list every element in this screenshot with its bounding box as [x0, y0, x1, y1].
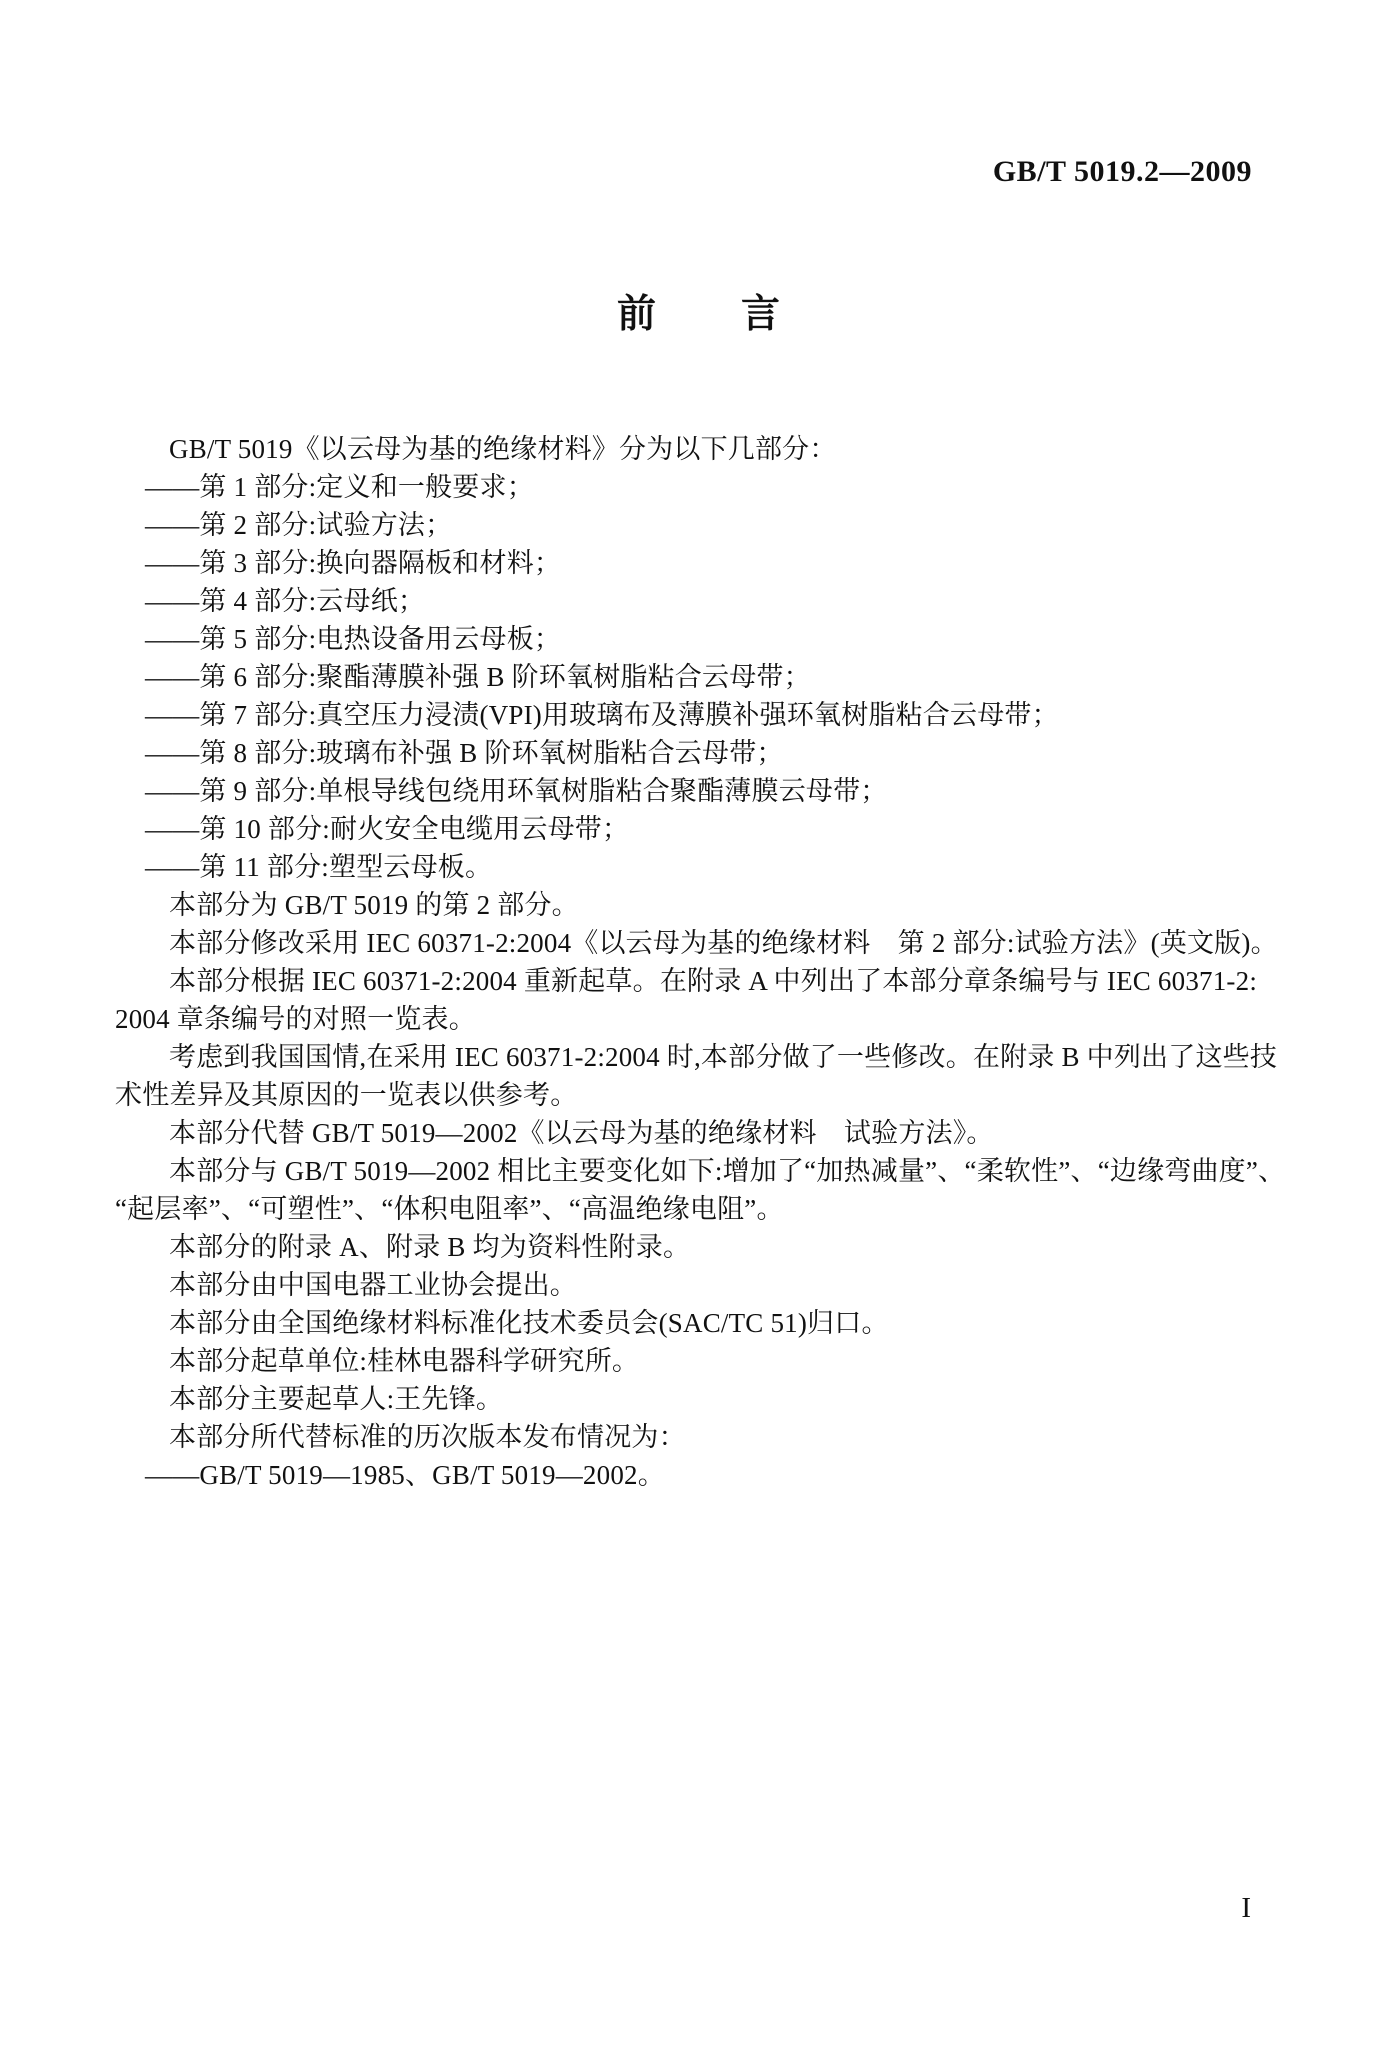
- text-line: 本部分代替 GB/T 5019—2002《以云母为基的绝缘材料 试验方法》。: [169, 1118, 994, 1148]
- text-line: 本部分根据 IEC 60371-2:2004 重新起草。在附录 A 中列出了本部分章条编号与 IEC 60371-2:: [169, 966, 1258, 996]
- page-title: 前言: [616, 293, 865, 336]
- text-line: 本部分起草单位:桂林电器科学研究所。: [169, 1346, 640, 1376]
- page-number: I: [1241, 1892, 1251, 1924]
- text-line: 术性差异及其原因的一览表以供参考。: [115, 1080, 578, 1110]
- text-line: “起层率”、“可塑性”、“体积电阻率”、“高温绝缘电阻”。: [115, 1194, 784, 1224]
- text-line: ——第 5 部分:电热设备用云母板；: [145, 624, 562, 654]
- text-line: 2004 章条编号的对照一览表。: [115, 1004, 476, 1034]
- standard-number: GB/T 5019.2—2009: [992, 155, 1252, 188]
- text-line: ——第 9 部分:单根导线包绕用环氧树脂粘合聚酯薄膜云母带；: [145, 776, 888, 806]
- text-line: ——第 6 部分:聚酯薄膜补强 B 阶环氧树脂粘合云母带；: [145, 662, 811, 692]
- text-line: 本部分的附录 A、附录 B 均为资料性附录。: [169, 1232, 691, 1262]
- text-line: 考虑到我国国情,在采用 IEC 60371-2:2004 时,本部分做了一些修改。在附录 B 中列出了这些技: [169, 1042, 1278, 1072]
- foreword-body: [115, 430, 1307, 1494]
- text-line: 本部分为 GB/T 5019 的第 2 部分。: [169, 890, 579, 920]
- text-line: ——第 7 部分:真空压力浸渍(VPI)用玻璃布及薄膜补强环氧树脂粘合云母带；: [145, 700, 1059, 730]
- text-line: ——第 10 部分:耐火安全电缆用云母带；: [145, 814, 630, 844]
- text-line: 本部分所代替标准的历次版本发布情况为：: [169, 1422, 686, 1452]
- text-line: ——第 8 部分:玻璃布补强 B 阶环氧树脂粘合云母带；: [145, 738, 784, 768]
- text-line: 本部分修改采用 IEC 60371-2:2004《以云母为基的绝缘材料 第 2 部分:试验方法》(英文版)。: [169, 928, 1278, 958]
- text-line: ——第 1 部分:定义和一般要求；: [145, 472, 534, 502]
- document-header: [0, 155, 1252, 189]
- text-line: 本部分由中国电器工业协会提出。: [169, 1270, 577, 1300]
- text-line: ——第 2 部分:试验方法；: [145, 510, 453, 540]
- text-line: ——第 3 部分:换向器隔板和材料；: [145, 548, 562, 578]
- text-line: GB/T 5019《以云母为基的绝缘材料》分为以下几部分：: [169, 434, 837, 464]
- text-line: 本部分与 GB/T 5019—2002 相比主要变化如下:增加了“加热减量”、“柔软性”、“边缘弯曲度”、: [169, 1156, 1286, 1186]
- text-line: 本部分由全国绝缘材料标准化技术委员会(SAC/TC 51)归口。: [169, 1308, 889, 1338]
- text-line: ——第 11 部分:塑型云母板。: [145, 852, 493, 882]
- text-line: ——GB/T 5019—1985、GB/T 5019—2002。: [145, 1460, 665, 1490]
- text-line: 本部分主要起草人:王先锋。: [169, 1384, 504, 1414]
- text-line: ——第 4 部分:云母纸；: [145, 586, 426, 616]
